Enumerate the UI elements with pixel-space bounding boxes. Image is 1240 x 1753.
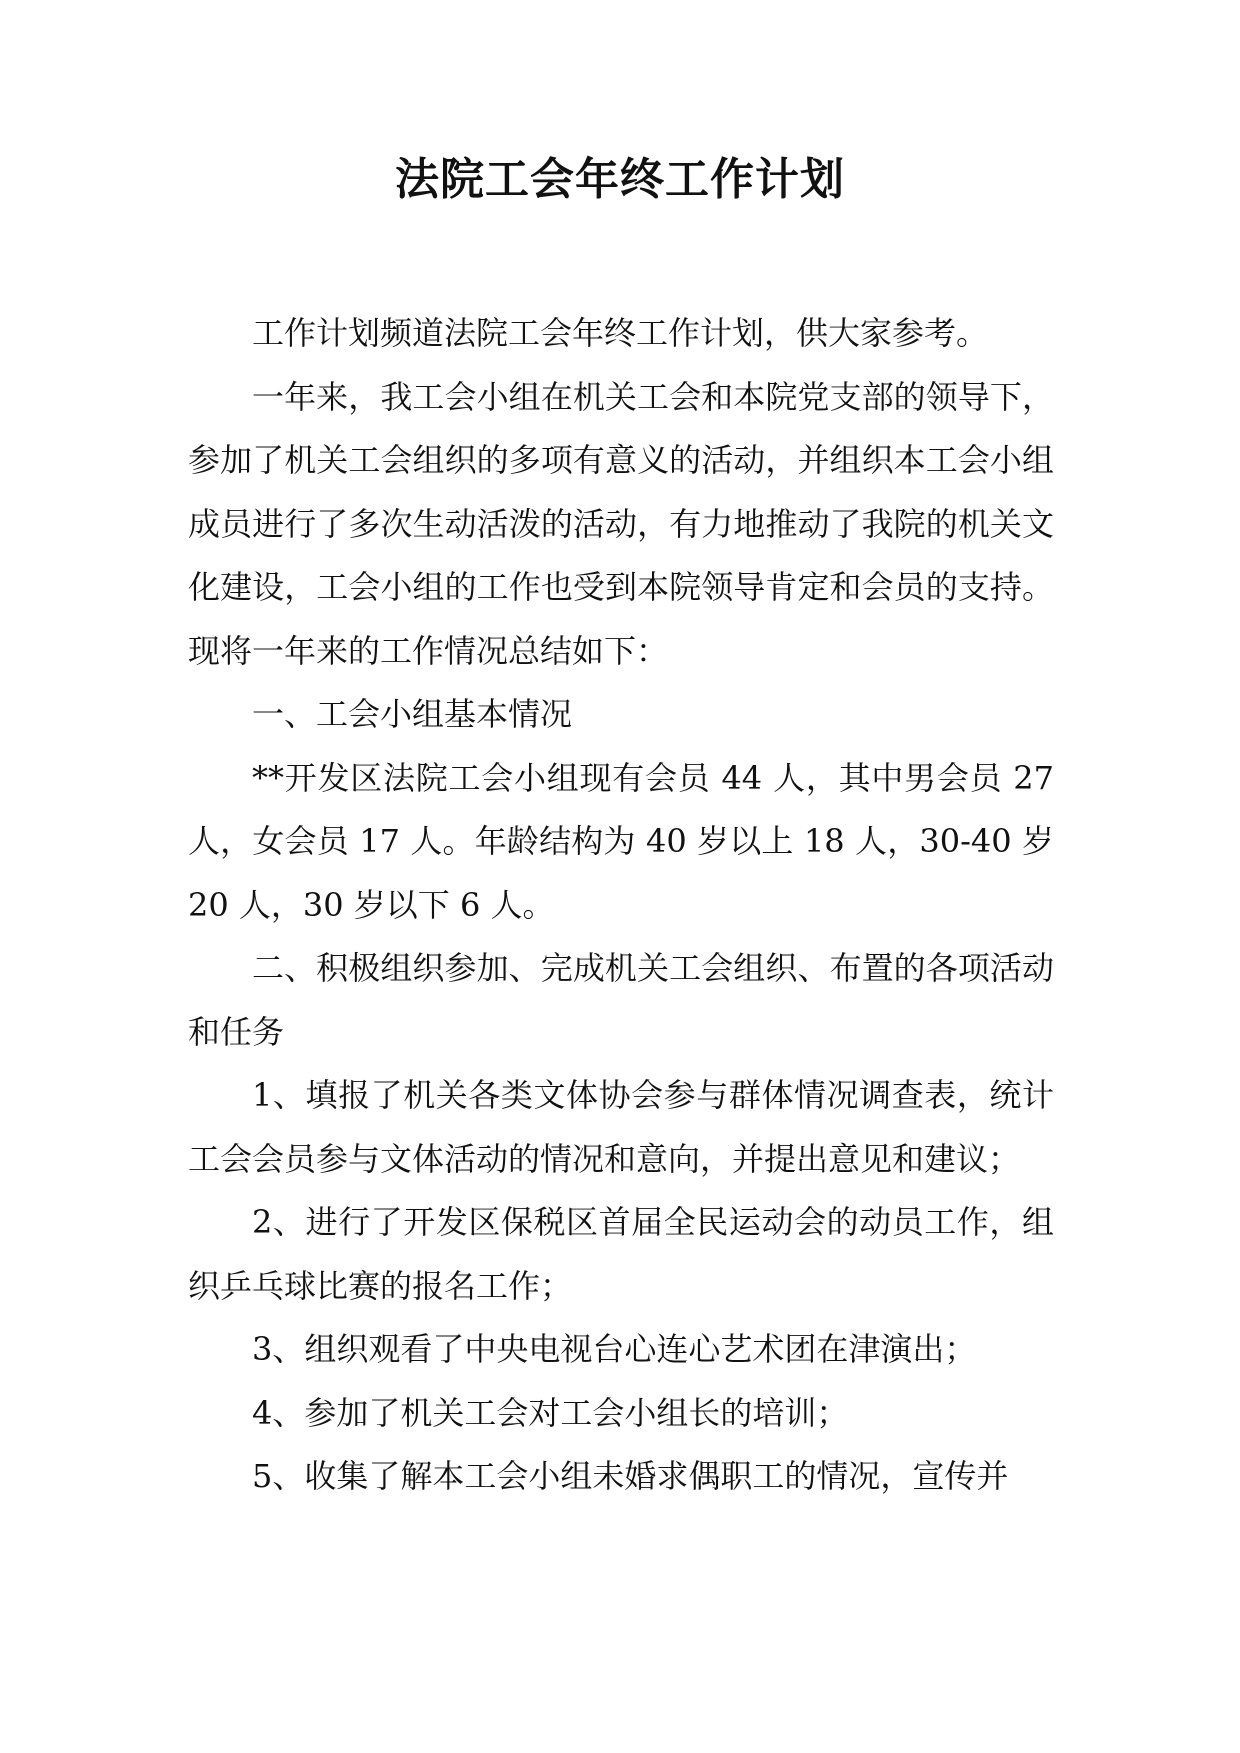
paragraph-membership: **开发区法院工会小组现有会员 44 人，其中男会员 27 人，女会员 17 人。年龄结构为 40 岁以上 18 人，30-40 岁 20 人，30 岁以下 6 人。 — [188, 758, 1054, 924]
paragraph-summary: 一年来，我工会小组在机关工会和本院党支部的领导下，参加了机关工会组织的多项有意义的活动，并组织本工会小组成员进行了多次生动活泼的活动，有力地推动了我院的机关文化建设，工会小组的工作也受到本院领导肯定和会员的支持。现将一年来的工作情况总结如下： — [188, 377, 1054, 670]
list-item-3: 3、组织观看了中央电视台心连心艺术团在津演出； — [252, 1330, 977, 1368]
section-heading-1: 一、工会小组基本情况 — [252, 695, 573, 733]
list-item-5: 5、收集了解本工会小组未婚求偶职工的情况，宣传并 — [252, 1457, 1009, 1495]
paragraph-intro: 工作计划频道法院工会年终工作计划，供大家参考。 — [252, 314, 989, 352]
document-title: 法院工会年终工作计划 — [395, 154, 845, 205]
list-item-1: 1、填报了机关各类文体协会参与群体情况调查表，统计工会会员参与文体活动的情况和意向，并提出意见和建议； — [188, 1076, 1054, 1178]
section-heading-2: 二、积极组织参加、完成机关工会组织、布置的各项活动和任务 — [188, 949, 1054, 1051]
document-body — [188, 302, 1054, 1509]
list-item-4: 4、参加了机关工会对工会小组长的培训； — [252, 1393, 849, 1432]
list-item-2: 2、进行了开发区保税区首届全民运动会的动员工作，组织乒乓球比赛的报名工作； — [188, 1203, 1054, 1305]
